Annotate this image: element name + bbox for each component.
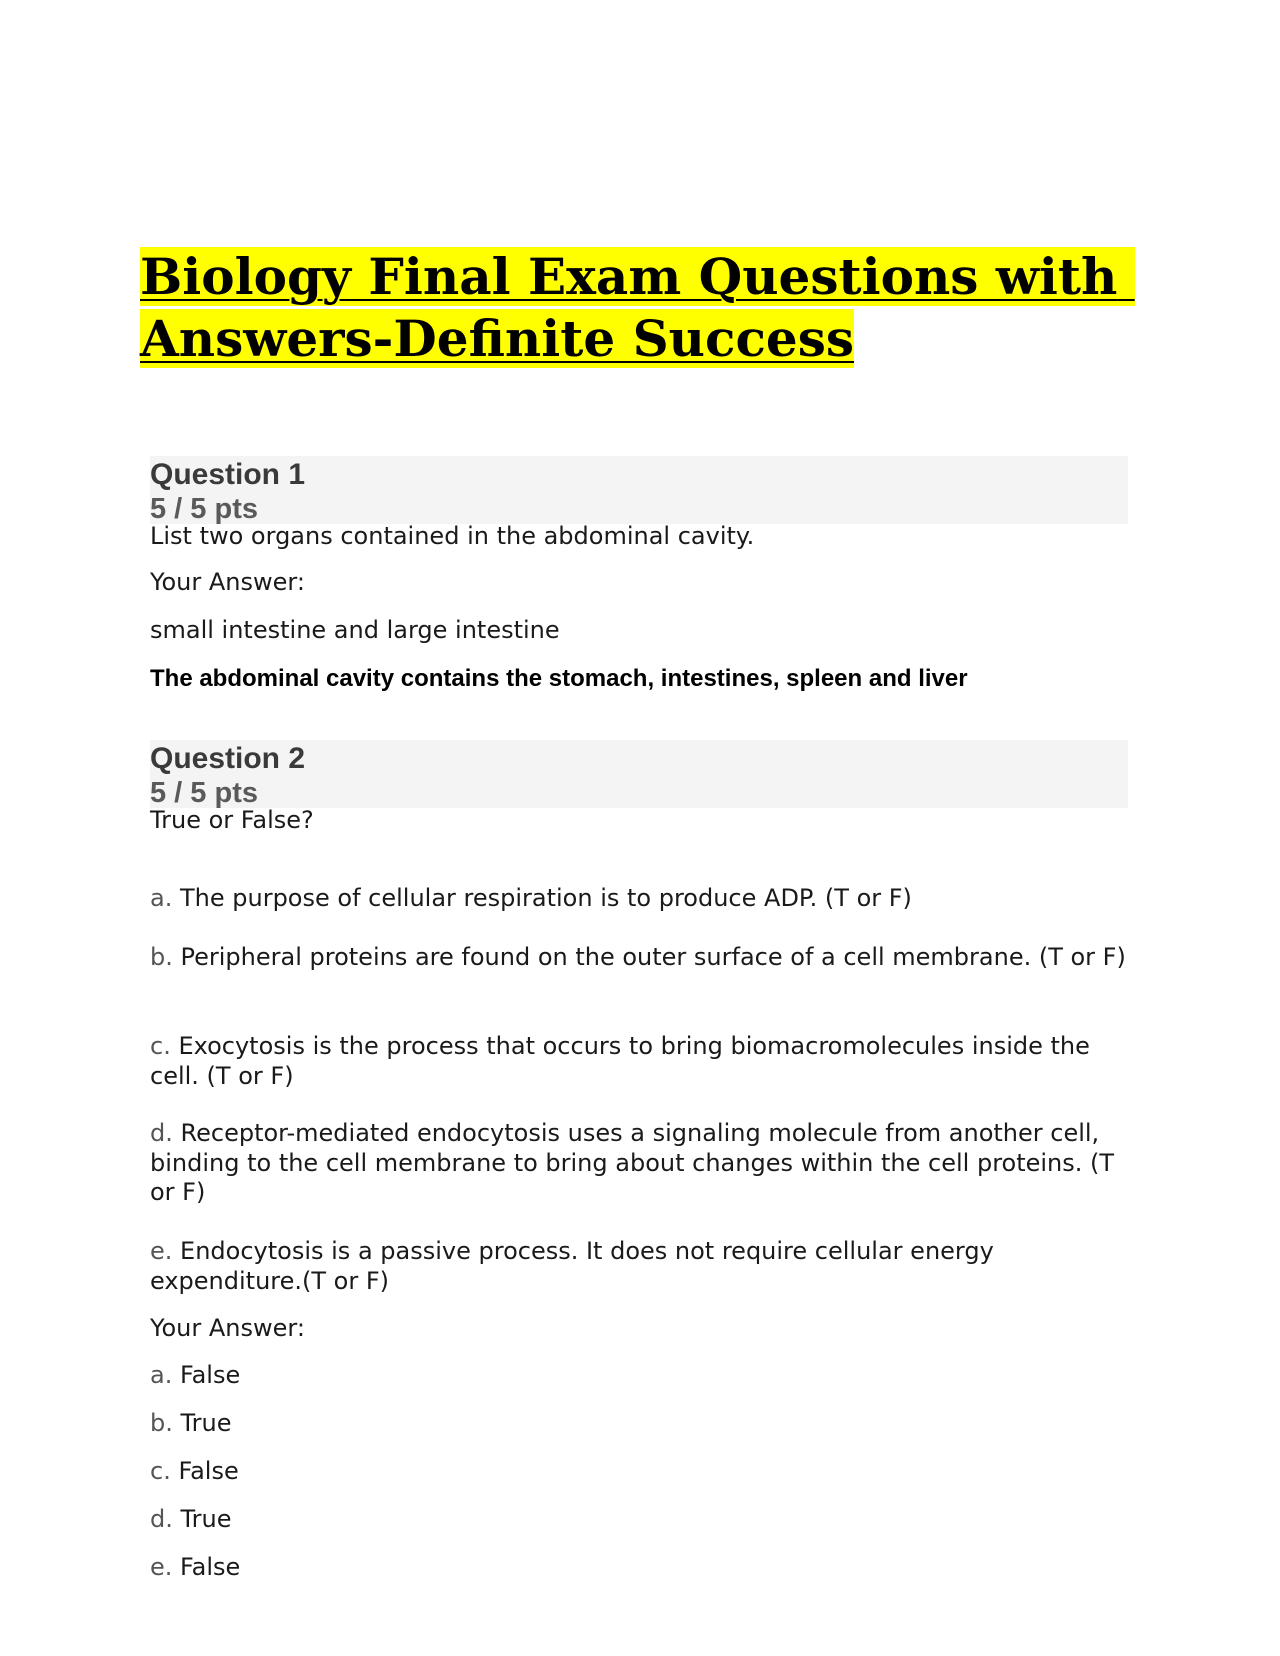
document-title [140, 246, 1140, 370]
answer-text: False [179, 1361, 241, 1389]
question-1-points: 5 / 5 pts [150, 493, 258, 525]
question-1-feedback: The abdominal cavity contains the stomach, intestines, spleen and liver [150, 665, 968, 692]
answer-letter: c. [150, 1457, 171, 1485]
answer-text: True [180, 1409, 232, 1437]
statement-text: Exocytosis is the process that occurs to bring biomacromolecules inside the cell. (T or F) [150, 1032, 1090, 1090]
answer-letter: a. [150, 1361, 173, 1389]
statement-letter: c. [150, 1032, 171, 1060]
statement-letter: d. [150, 1119, 173, 1147]
answer-letter: d. [150, 1505, 173, 1533]
answer-c [150, 1457, 1140, 1487]
question-2-points: 5 / 5 pts [150, 777, 258, 809]
question-1-your-answer-label: Your Answer: [150, 568, 305, 596]
answer-text: True [180, 1505, 232, 1533]
answer-text: False [178, 1457, 239, 1485]
statement-a [150, 884, 1140, 914]
question-1-title: Question 1 [150, 458, 306, 491]
answer-a [150, 1361, 1140, 1391]
answer-text: False [180, 1553, 241, 1581]
answer-letter: e. [150, 1553, 173, 1581]
statement-letter: b. [150, 943, 173, 971]
answer-d [150, 1505, 1140, 1535]
statement-letter: a. [150, 884, 173, 912]
question-2-header [150, 740, 1128, 808]
question-2-prompt: True or False? [150, 806, 314, 834]
answer-e [150, 1553, 1140, 1583]
statement-text: Receptor-mediated endocytosis uses a signaling molecule from another cell, binding to the cell membrane to bring about changes within the cell proteins. (T or F) [150, 1119, 1115, 1206]
statement-text: The purpose of cellular respiration is to produce ADP. (T or F) [179, 884, 912, 912]
statement-text: Peripheral proteins are found on the outer surface of a cell membrane. (T or F) [180, 943, 1126, 971]
statement-d [150, 1119, 1140, 1208]
statement-letter: e. [150, 1237, 173, 1265]
question-2-title: Question 2 [150, 742, 306, 775]
statement-text: Endocytosis is a passive process. It does not require cellular energy expenditure.(T or F) [150, 1237, 994, 1295]
statement-b [150, 943, 1168, 973]
question-1-prompt: List two organs contained in the abdominal cavity. [150, 522, 755, 550]
answer-b [150, 1409, 1140, 1439]
question-1-header [150, 456, 1128, 524]
question-2-your-answer-label: Your Answer: [150, 1314, 305, 1342]
question-1-answer: small intestine and large intestine [150, 616, 560, 644]
answer-letter: b. [150, 1409, 173, 1437]
document-title-text: Biology Final Exam Questions with Answers-Definite Success [140, 247, 1135, 368]
statement-c [150, 1032, 1140, 1091]
statement-e [150, 1237, 1140, 1296]
